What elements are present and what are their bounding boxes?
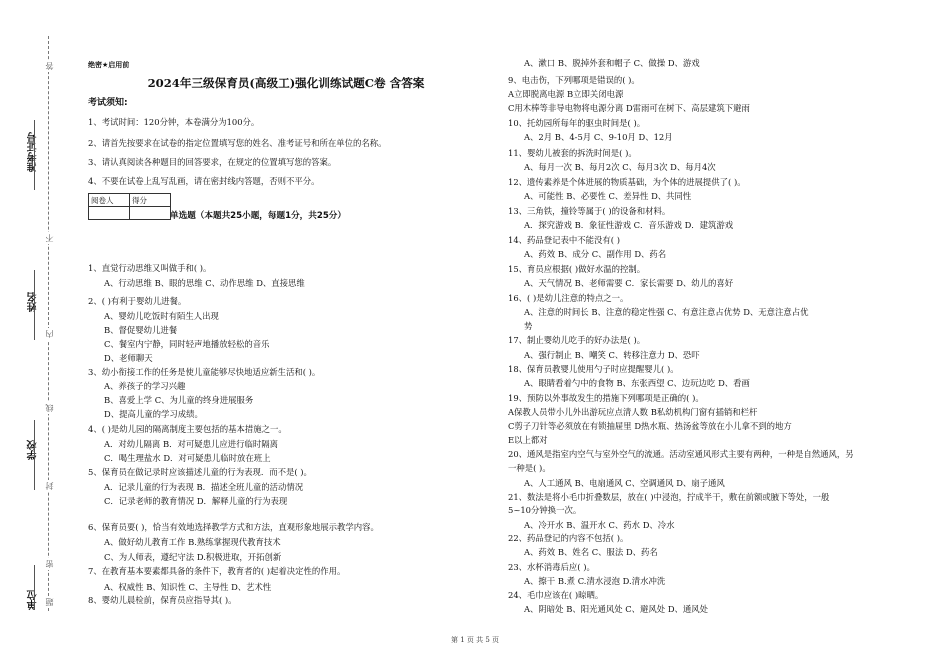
secret-mark: 绝密★启用前 — [88, 61, 130, 69]
answer-options: A、养孩子的学习兴趣 — [104, 381, 186, 391]
answer-options: C、餐室内宁静，同时轻声地播放轻松的音乐 — [104, 339, 270, 349]
answer-options: A、可能性 B、必要性 C、差异性 D、共同性 — [524, 191, 692, 201]
notice-item: 2、请首先按要求在试卷的指定位置填写您的姓名、准考证号和所在单位的名称。 — [88, 138, 387, 148]
question-text: 5~10分钟换一次。 — [508, 505, 582, 515]
question-text: A立即脱离电源 B立即关闭电源 — [508, 89, 624, 99]
answer-options: A、做好幼儿教育工作 B.熟练掌握现代教育技术 — [104, 537, 281, 547]
answer-options: B、喜爱上学 C、为儿童的终身进展服务 — [104, 395, 254, 405]
question-text: E以上都对 — [508, 435, 548, 445]
name-label: 姓名 — [28, 292, 39, 312]
binding-dashed-line — [48, 36, 49, 611]
question-text: 9、电击伤，下列哪项是错误的( )。 — [508, 75, 640, 85]
binding-margin — [0, 0, 80, 671]
score-table-score-cell[interactable] — [130, 207, 171, 220]
answer-options: D、老师聊天 — [104, 353, 153, 363]
answer-options: A、注意的时间长 B、注意的稳定性强 C、有意注意占优势 D、无意注意占优 — [524, 307, 809, 317]
question-text: 19、预防以外事故发生的措施下列哪项是正确的( )。 — [508, 393, 704, 403]
page-title: 2024年三级保育员(高级工)强化训练试题C卷 含答案 — [147, 76, 425, 90]
answer-options: A、每月一次 B、每月2次 C、每月3次 D、每月4次 — [524, 162, 716, 172]
answer-options: 势 — [524, 321, 533, 331]
question-text: 5、保育员在做记录时应该描述儿童的行为表现．而不是( )。 — [88, 467, 312, 477]
name-field[interactable] — [34, 270, 35, 340]
answer-options: A、药效 B、姓名 C、服法 D、药名 — [524, 547, 658, 557]
unit-field[interactable] — [34, 565, 35, 610]
score-table-reviewer-cell[interactable] — [89, 207, 130, 220]
question-text: 18、保育员教婴儿使用勺子时应提醒婴儿( )。 — [508, 364, 679, 374]
margin-mark: 密 — [45, 560, 54, 568]
question-text: C剪子刀针等必须放在有锁抽屉里 D热水瓶、热汤盆等放在小儿拿不到的地方 — [508, 421, 792, 431]
question-text: 3、幼小衔接工作的任务是使儿童能够尽快地适应新生活和( )。 — [88, 367, 321, 377]
margin-mark: 不 — [45, 234, 54, 242]
page-footer: 第 1 页 共 5 页 — [450, 636, 500, 644]
score-table — [88, 193, 171, 220]
answer-options: A．对幼儿隔离 B．对可疑患儿应进行临时隔离 — [104, 439, 278, 449]
margin-mark: 答 — [45, 62, 54, 70]
answer-options: B、督促婴幼儿进餐 — [104, 325, 178, 335]
school-field[interactable] — [34, 420, 35, 490]
answer-options: A、人工通风 B、电扇通风 C、空调通风 D、扇子通风 — [524, 478, 725, 488]
unit-label: 单位 — [28, 590, 39, 610]
answer-options: A、行动思维 B、眼的思维 C、动作思维 D、直接思维 — [104, 278, 305, 288]
question-text: 11、婴幼儿被套的拆洗时间是( )。 — [508, 148, 637, 158]
question-text: 15、育员应根据( )做好水温的控制。 — [508, 264, 646, 274]
answer-options: C．喝生理盐水 D．对可疑患儿临时放在班上 — [104, 453, 271, 463]
answer-options: D、提高儿童的学习成绩。 — [104, 409, 203, 419]
margin-mark: 封 — [45, 482, 54, 490]
question-text: 2、( )有利于婴幼儿进餐。 — [88, 296, 187, 306]
question-text: 21、数法是将小毛巾折叠数层，放在( )中浸泡，拧成半干，敷在前额或腋下等处，一般 — [508, 492, 830, 502]
answer-options: A、天气情况 B、老师需要 C．家长需要 D、幼儿的喜好 — [524, 278, 734, 288]
answer-options: A、擦干 B.煮 C.清水浸泡 D.清水冲洗 — [524, 576, 666, 586]
answer-options: A、婴幼儿吃饭时有陌生人出现 — [104, 311, 219, 321]
question-text: 6、保育员要( )，恰当有效地选择教学方式和方法，直观形象地展示教学内容。 — [88, 522, 379, 532]
margin-mark: 内 — [45, 330, 54, 338]
answer-options: A、漱口 B、脱掉外套和帽子 C、做操 D、游戏 — [524, 58, 700, 68]
question-text: 13、三角铁，撞铃等属于( )的设备和材料。 — [508, 206, 671, 216]
question-text: 24、毛巾应该在( )晾晒。 — [508, 590, 604, 600]
answer-options: A、眼睛看着勺中的食物 B、东张西望 C、边玩边吃 D、看画 — [524, 378, 750, 388]
question-text: 16、( )是幼儿注意的特点之一。 — [508, 293, 629, 303]
question-text: 22、药品登记的内容不包括( )。 — [508, 533, 629, 543]
answer-options: A、权威性 B、知识性 C、主导性 D、艺术性 — [104, 582, 272, 592]
question-text: 20、通风是指室内空气与室外空气的流通。活动室通风形式主要有两种，一种是自然通风，另 — [508, 449, 854, 459]
answer-options: A．探究游戏 B．象征性游戏 C．音乐游戏 D．建筑游戏 — [524, 220, 734, 230]
notice-item: 4、不要在试卷上乱写乱画，请在密封线内答题，否则不平分。 — [88, 176, 320, 186]
answer-options: A．记录儿童的行为表现 B．描述全班儿童的活动情况 — [104, 482, 304, 492]
school-label: 学校 — [28, 440, 39, 460]
exam-number-field[interactable] — [34, 120, 35, 190]
answer-options: C．记录老师的教育情况 D．解释儿童的行为表现 — [104, 496, 288, 506]
question-text: A保教人员带小儿外出游玩应点清人数 B私幼机构门窗有插销和栏杆 — [508, 407, 758, 417]
answer-options: A、强行制止 B、嘲笑 C、转移注意力 D、恐吓 — [524, 350, 700, 360]
answer-options: A、阴暗处 B、阳光通风处 C、避风处 D、通风处 — [524, 604, 709, 614]
question-text: 12、遗传素养是个体进展的物质基础，为个体的进展提供了( )。 — [508, 177, 746, 187]
question-text: 17、制止婴幼儿吃手的好办法是( )。 — [508, 335, 646, 345]
notice-item: 3、请认真阅读各种题目的回答要求，在规定的位置填写您的答案。 — [88, 157, 337, 167]
question-text: 10、托幼园所每年的驱虫时间是( )。 — [508, 118, 646, 128]
answer-options: C、为人师表，遵纪守法 D.积极进取，开拓创新 — [104, 552, 282, 562]
question-text: 1、直觉行动思维又叫做手和( )。 — [88, 263, 212, 273]
section-title: 单选题（本题共25小题，每题1分，共25分） — [170, 211, 346, 221]
question-text: 7、在教育基本要素都具备的条件下，教育者的( )起着决定性的作用。 — [88, 566, 346, 576]
question-text: 14、药品登记表中不能没有( ) — [508, 235, 620, 245]
exam-number-label: 准考证号 — [28, 132, 39, 172]
question-text: 一种是( )。 — [508, 463, 551, 473]
question-text: 23、水杯消毒后应( )。 — [508, 562, 595, 572]
answer-options: A、药效 B、成分 C、副作用 D、药名 — [524, 249, 667, 259]
notice-title: 考试须知: — [88, 98, 128, 108]
question-text: C用木棒等非导电物将电源分离 D雷雨可在树下、高层建筑下避雨 — [508, 103, 750, 113]
question-text: 8、婴幼儿晨检前，保育员应指导其( )。 — [88, 595, 237, 605]
answer-options: A、2月 B、4-5月 C、9-10月 D、12月 — [524, 132, 673, 142]
margin-mark: 题 — [45, 598, 54, 606]
score-table-reviewer-header: 阅卷人 — [89, 194, 130, 207]
margin-mark: 线 — [45, 404, 54, 412]
notice-item: 1、考试时间：120分钟，本卷满分为100分。 — [88, 117, 260, 127]
answer-options: A、冷开水 B、温开水 C、药水 D、冷水 — [524, 520, 675, 530]
score-table-score-header: 得分 — [130, 194, 171, 207]
question-text: 4、( )是幼儿园的隔离制度主要包括的基本措施之一。 — [88, 424, 287, 434]
